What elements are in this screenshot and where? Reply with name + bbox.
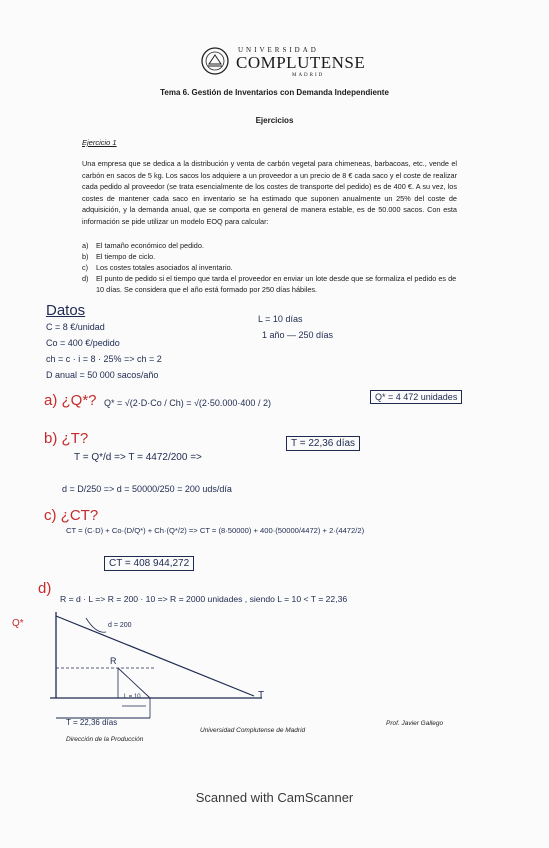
handwritten-annual-demand: D anual = 50 000 sacos/año — [46, 370, 159, 380]
item-letter: c) — [82, 263, 89, 272]
inventory-sawtooth-graph — [0, 606, 300, 736]
graph-t-axis-label: T — [258, 690, 265, 701]
part-d-reorder-point: R = d · L => R = 200 · 10 => R = 2000 unidades , siendo L = 10 < T = 22,36 — [60, 594, 348, 604]
part-c-formula: CT = (C·D) + Co·(D/Q*) + Ch·(Q*/2) => CT = (8·50000) + 400·(50000/4472) + 2·(4472/2) — [66, 526, 365, 535]
handwritten-order-cost: Co = 400 €/pedido — [46, 338, 120, 348]
exercise-heading: Ejercicio 1 — [82, 138, 117, 147]
handwritten-lead-time: L = 10 días — [258, 314, 303, 324]
graph-q-label: Q* — [12, 618, 24, 629]
graph-l-label: L = 10 — [124, 694, 141, 700]
university-logo — [200, 44, 366, 84]
item-letter: d) — [82, 274, 89, 283]
footer-course: Dirección de la Producción — [66, 736, 144, 743]
footer-professor: Prof. Javier Gallego — [386, 720, 444, 727]
part-c-label: c) ¿CT? — [44, 507, 99, 524]
list-item — [82, 262, 457, 273]
handwritten-holding-cost: ch = c · i = 8 · 25% => ch = 2 — [46, 354, 162, 364]
logo-main-text: COMPLUTENSE — [236, 53, 366, 72]
item-text: El punto de pedido si el tiempo que tarda el proveedor en enviar un lote desde que se formaliza el pedido es de 10 días. Se considera que el año está formado por 250 días hábiles. — [96, 274, 457, 294]
item-text: El tiempo de ciclo. — [96, 252, 156, 261]
logo-top-text: UNIVERSIDAD — [238, 46, 319, 54]
datos-heading: Datos — [46, 302, 86, 319]
document-subtitle: Ejercicios — [255, 116, 294, 125]
item-letter: a) — [82, 241, 89, 250]
item-letter: b) — [82, 252, 89, 261]
part-a-formula: Q* = √(2·D·Co / Ch) = √(2·50.000·400 / 2) — [104, 398, 271, 408]
list-item — [82, 273, 457, 295]
exercise-items — [82, 240, 457, 295]
camscanner-watermark: Scanned with CamScanner — [195, 790, 354, 805]
handwritten-cost-unit: C = 8 €/unidad — [46, 322, 105, 332]
exercise-statement: Una empresa que se dedica a la distribución y venta de carbón vegetal para chimeneas, barbacoas, etc., vende el carbón en sacos de 5 kg. Los sacos los adquiere a un proveedor a un precio de 8 € cada saco y el coste de realizar cada pedido al proveedor (se trata esencialmente de los costes de transporte del pedido) es de 400 €. A su vez, los costes de mantener cada saco en inventario se ha estimado que suponen anualmente un 25% del coste de adquisición, y la demanda anual, que se comporta en general de manera estable, es de 50.000 sacos. Con esta información se pide utilizar un modelo EOQ para calcular: — [82, 159, 457, 226]
item-text: Los costes totales asociados al inventario. — [96, 263, 233, 272]
university-seal-icon — [200, 46, 230, 76]
part-b-formula: T = Q*/d => T = 4472/200 => — [74, 452, 202, 463]
part-a-label: a) ¿Q*? — [44, 392, 97, 409]
part-a-result: Q* = 4 472 unidades — [370, 390, 462, 404]
document-title: Tema 6. Gestión de Inventarios con Demanda Independiente — [160, 88, 389, 97]
part-b-label: b) ¿T? — [44, 430, 89, 447]
handwritten-year-days: 1 año — 250 días — [262, 330, 334, 340]
graph-cycle-time: T = 22,36 días — [66, 718, 118, 727]
graph-r-label: R — [110, 656, 117, 666]
item-text: El tamaño económico del pedido. — [96, 241, 204, 250]
list-item — [82, 251, 457, 262]
logo-bottom-text: MADRID — [292, 73, 325, 78]
part-b-result: T = 22,36 días — [286, 436, 360, 451]
list-item — [82, 240, 457, 251]
graph-slope-label: d = 200 — [108, 622, 132, 629]
footer-university: Universidad Complutense de Madrid — [200, 727, 306, 734]
daily-demand-calc: d = D/250 => d = 50000/250 = 200 uds/día — [62, 484, 232, 494]
part-d-label: d) — [38, 580, 52, 597]
part-c-result: CT = 408 944,272 — [104, 556, 194, 571]
